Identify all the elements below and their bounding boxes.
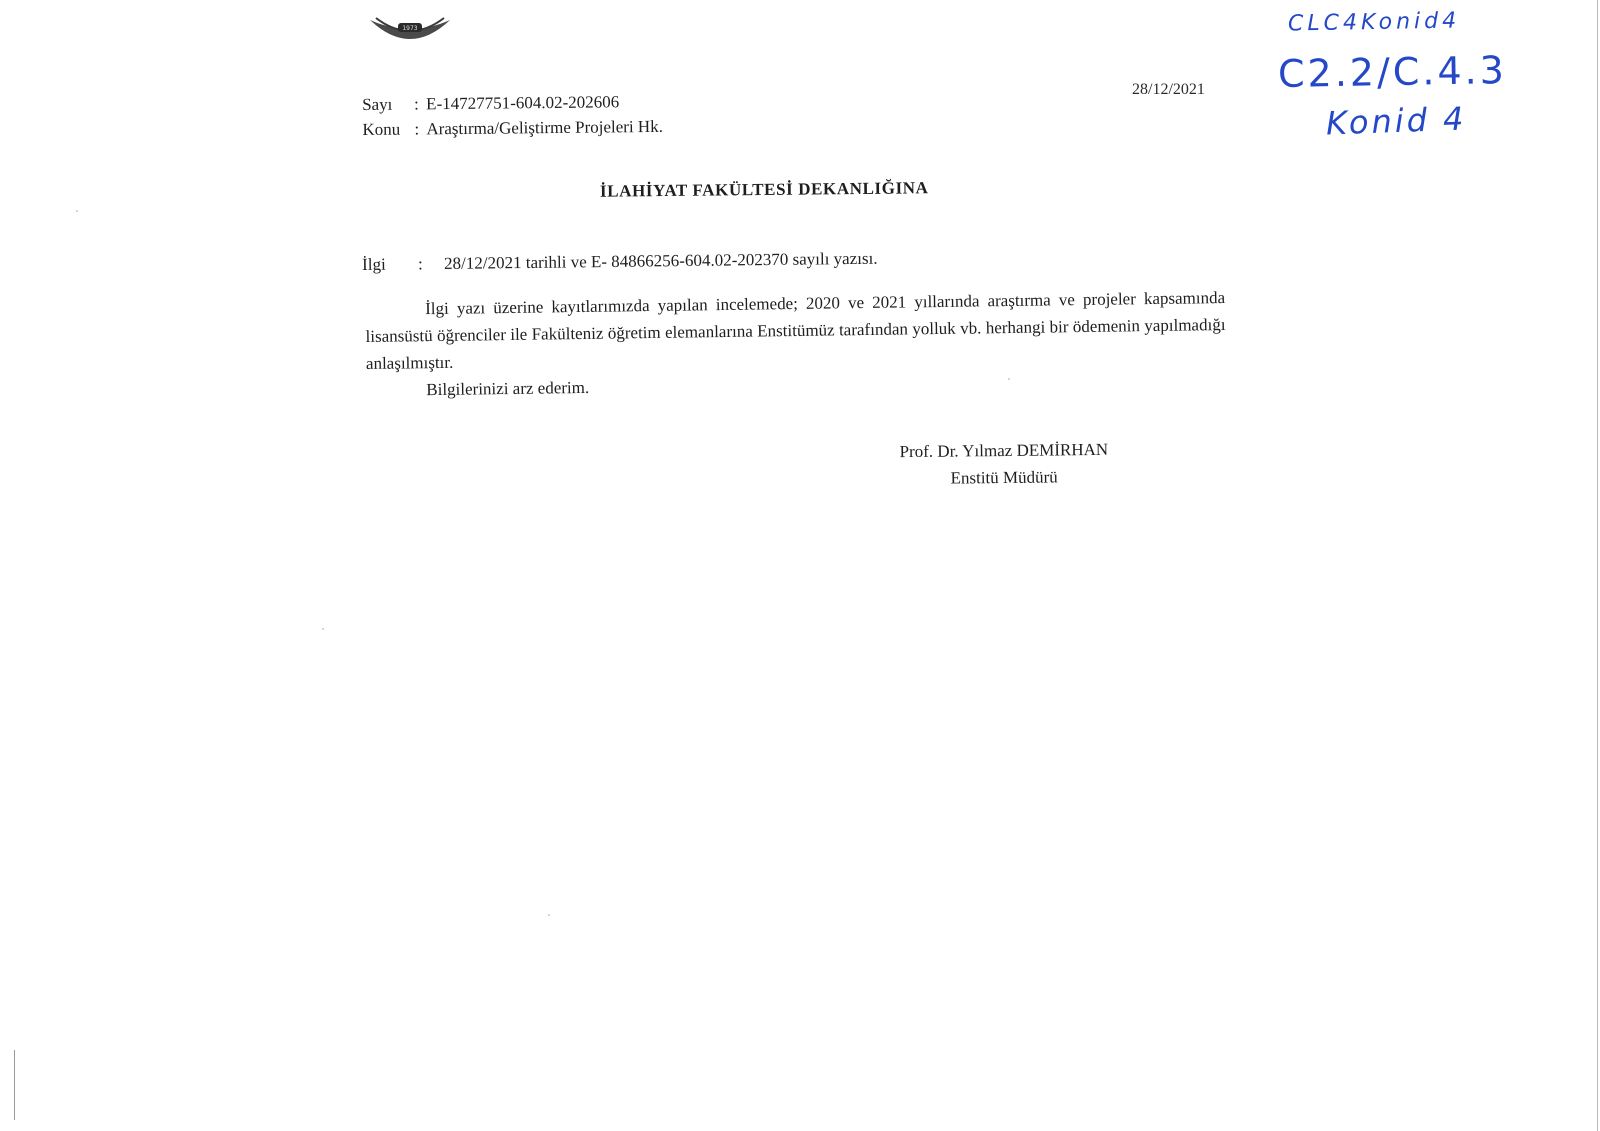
ilgi-label: İlgi [362,254,386,274]
letter-body [365,284,1226,404]
document-date: 28/12/2021 [1132,81,1205,98]
scan-speck [76,210,78,212]
recipient-heading: İLAHİYAT FAKÜLTESİ DEKANLIĞINA [599,178,929,201]
sayi-row [362,89,663,117]
scan-artifact-line [14,1050,15,1120]
signatory-title: Enstitü Müdürü [950,467,1058,488]
handwriting-line-3: Konid 4 [1325,99,1468,143]
konu-separator: : [414,119,420,139]
sayi-value: E-14727751-604.02-202606 [426,92,620,114]
ilgi-separator: : [417,254,423,274]
scan-speck [322,628,324,630]
konu-row [362,114,663,142]
signatory-name: Prof. Dr. Yılmaz DEMİRHAN [899,439,1109,462]
closing-line: Bilgilerinizi arz ederim. [426,377,590,400]
ilgi-row [362,249,878,275]
scan-edge [1597,0,1598,1131]
sayi-separator: : [414,94,419,114]
seal-year: 1973 [402,25,418,32]
konu-value: Araştırma/Geliştirme Projeleri Hk. [426,116,664,139]
scan-speck [548,914,550,916]
signature-block [874,436,1135,493]
body-paragraph: İlgi yazı üzerine kayıtlarımızda yapılan incelemede; 2020 ve 2021 yıllarında araştırma ve projeler kapsamında lisansüstü öğrenciler ile Fakülteniz öğretim elemanlarına Enstitümüz tarafından yolluk vb. herhangi bir ödemenin yapılmadığı anlaşılmıştır. [365,287,1226,373]
sayi-label: Sayı [362,94,393,114]
ilgi-text: 28/12/2021 tarihli ve E- 84866256-604.02-202370 sayılı yazısı. [443,248,878,273]
handwriting-line-2: C2.2/C.4.3 [1277,48,1508,96]
handwriting-line-1: CLC4Konid4 [1287,8,1461,37]
university-seal-icon [368,14,452,48]
konu-label: Konu [362,119,401,139]
handwritten-annotation [1278,6,1528,146]
document-meta [362,89,663,142]
